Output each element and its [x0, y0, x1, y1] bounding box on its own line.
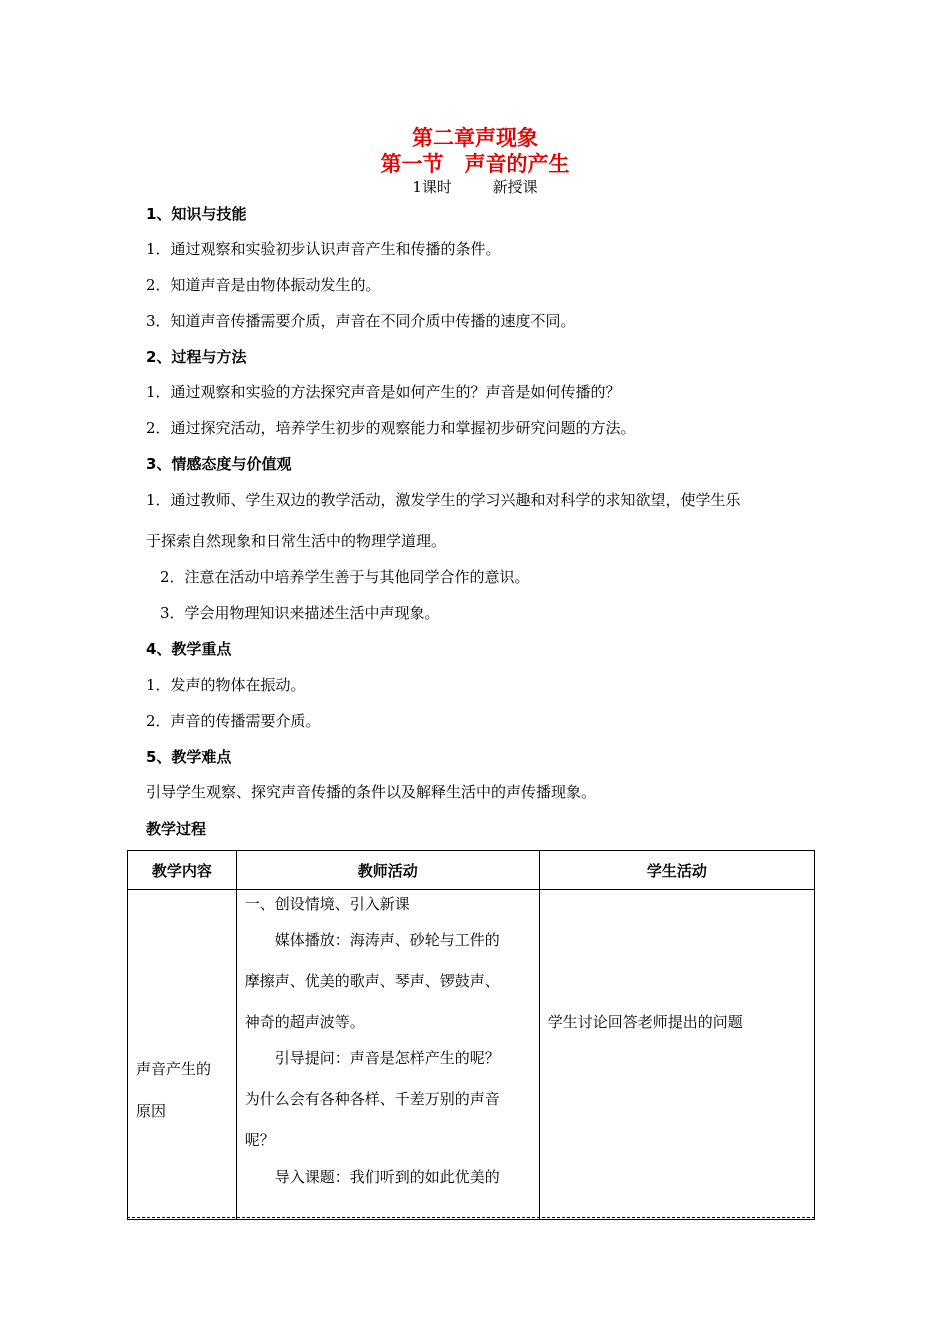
teacher-text: 媒体播放：海涛声、砂轮与工件的 [244, 931, 500, 949]
list-item: 1．发声的物体在振动。 [146, 676, 306, 694]
content-text: 原因 [136, 1102, 167, 1120]
section-title: 第一节 声音的产生 [380, 152, 570, 176]
column-header: 教学内容 [128, 851, 237, 890]
lesson-hours: 1课时 [412, 178, 452, 196]
list-item: 1．通过教师、学生双边的教学活动，激发学生的学习兴趣和对科学的求知欲望，使学生乐 [146, 491, 741, 509]
list-item: 1．通过观察和实验的方法探究声音是如何产生的？声音是如何传播的？ [146, 383, 621, 401]
column-header: 教师活动 [236, 851, 539, 890]
section-heading: 3、情感态度与价值观 [146, 455, 292, 473]
teacher-text: 引导提问：声音是怎样产生的呢？ [244, 1049, 500, 1067]
chapter-title: 第二章声现象 [412, 126, 538, 150]
content-cell [128, 890, 237, 1220]
page-break-line [127, 1217, 815, 1218]
teacher-cell [236, 890, 539, 1220]
teacher-text: 神奇的超声波等。 [244, 1013, 365, 1031]
section-heading: 5、教学难点 [146, 748, 232, 766]
table-row [128, 890, 815, 1220]
teacher-text: 导入课题：我们听到的如此优美的 [244, 1168, 500, 1186]
list-item: 引导学生观察、探究声音传播的条件以及解释生活中的声传播现象。 [146, 783, 597, 801]
list-item: 2．声音的传播需要介质。 [146, 712, 321, 730]
table-header-row [128, 851, 815, 890]
content-text: 声音产生的 [136, 1060, 212, 1078]
teaching-process-table [127, 850, 815, 1220]
section-heading: 4、教学重点 [146, 640, 232, 658]
teacher-text: 呢？ [244, 1131, 275, 1149]
section-heading: 1、知识与技能 [146, 205, 247, 223]
section-heading: 2、过程与方法 [146, 348, 247, 366]
teacher-text: 为什么会有各种各样、千差万别的声音 [244, 1090, 500, 1108]
list-item: 3．知道声音传播需要介质，声音在不同介质中传播的速度不同。 [146, 312, 576, 330]
column-header: 学生活动 [539, 851, 814, 890]
list-item: 2．通过探究活动，培养学生初步的观察能力和掌握初步研究问题的方法。 [146, 419, 636, 437]
list-item: 2．注意在活动中培养学生善于与其他同学合作的意识。 [160, 568, 530, 586]
process-heading: 教学过程 [146, 820, 207, 838]
lesson-info [0, 176, 950, 197]
teacher-text: 摩擦声、优美的歌声、琴声、锣鼓声、 [244, 972, 500, 990]
list-item: 于探索自然现象和日常生活中的物理学道理。 [146, 532, 447, 550]
list-item: 1．通过观察和实验初步认识声音产生和传播的条件。 [146, 240, 501, 258]
student-cell [539, 890, 814, 1220]
lesson-type: 新授课 [492, 178, 538, 196]
list-item: 3．学会用物理知识来描述生活中声现象。 [160, 604, 440, 622]
list-item: 2．知道声音是由物体振动发生的。 [146, 276, 381, 294]
student-text: 学生讨论回答老师提出的问题 [547, 1013, 743, 1031]
teacher-text: 一、创设情境、引入新课 [244, 895, 410, 913]
